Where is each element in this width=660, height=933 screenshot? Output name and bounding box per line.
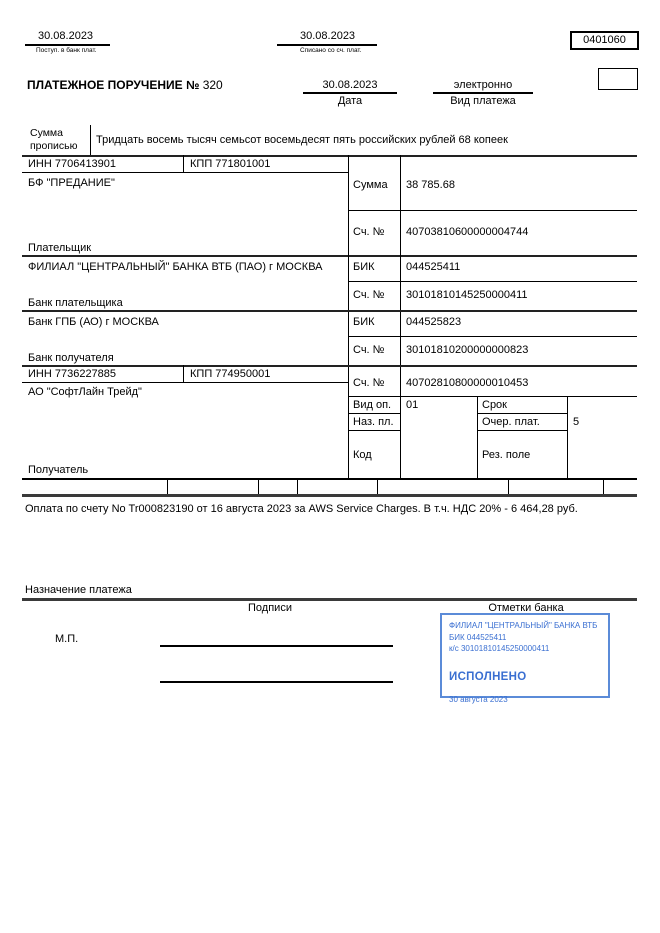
operation-type: 01	[406, 399, 419, 411]
payee-bank-corr-label: Сч. №	[353, 344, 385, 356]
divider-line	[22, 382, 348, 383]
debited-date-label: Списано со сч. плат.	[300, 47, 362, 54]
priority-value: 5	[573, 416, 580, 428]
payment-purpose-label: Назначение платежа	[25, 584, 132, 596]
payment-kind: электронно	[453, 79, 513, 91]
sum-label: Сумма	[353, 179, 388, 191]
payee-bank-label: Банк получателя	[28, 352, 114, 364]
signature-line-2	[160, 681, 393, 683]
payer-bank-bik-label: БИК	[353, 261, 375, 273]
divider-line	[258, 478, 259, 494]
payer-inn: ИНН 7706413901	[28, 158, 117, 170]
document-date-label: Дата	[337, 95, 363, 107]
stamp-bank-name: ФИЛИАЛ "ЦЕНТРАЛЬНЫЙ" БАНКА ВТБ	[449, 621, 598, 630]
document-date: 30.08.2023	[322, 79, 378, 91]
payer-kpp: КПП 771801001	[190, 158, 271, 170]
divider-line	[400, 155, 401, 478]
divider-line	[348, 336, 637, 337]
section-border	[22, 155, 637, 157]
payee-label: Получатель	[28, 464, 89, 476]
heavy-border	[22, 598, 637, 601]
payee-bank-bik: 044525823	[406, 316, 462, 328]
payment-kind-label: Вид платежа	[450, 95, 516, 107]
form-code-box	[570, 31, 639, 50]
section-border	[22, 255, 637, 257]
divider-line	[297, 478, 298, 494]
payer-bank-name: ФИЛИАЛ "ЦЕНТРАЛЬНЫЙ" БАНКА ВТБ (ПАО) г МОСКВА	[28, 261, 323, 273]
divider-line	[348, 396, 637, 397]
divider-line	[90, 125, 91, 155]
payer-label: Плательщик	[28, 242, 92, 254]
amount-in-words-label: Сумма прописью	[30, 127, 78, 152]
document-number: 320	[202, 78, 223, 92]
payment-kind-underline	[433, 92, 533, 94]
payee-bank-corr: 30101810200000000823	[406, 344, 529, 356]
divider-line	[183, 155, 184, 172]
stamp-bik: БИК 044525411	[449, 632, 507, 642]
priority-label: Очер. плат.	[482, 416, 540, 428]
payer-account: 40703810600000004744	[406, 226, 529, 238]
payment-purpose-text: Оплата по счету No Tr000823190 от 16 августа 2023 за AWS Service Charges. В т.ч. НДС 20% - 6 464,28 руб.	[25, 503, 578, 515]
purpose-code-label: Наз. пл.	[353, 416, 394, 428]
received-date-label: Поступ. в банк плат.	[36, 47, 97, 54]
payer-account-label: Сч. №	[353, 226, 385, 238]
divider-line	[377, 478, 378, 494]
payee-bank-bik-label: БИК	[353, 316, 375, 328]
header-empty-box	[598, 68, 638, 90]
payee-account: 40702810800000010453	[406, 377, 529, 389]
divider-line	[508, 478, 509, 494]
document-title	[27, 79, 223, 93]
divider-line	[348, 210, 637, 211]
term-label: Срок	[482, 399, 507, 411]
operation-type-label: Вид оп.	[353, 399, 392, 411]
divider-line	[603, 478, 604, 494]
divider-line	[183, 365, 184, 382]
debited-date-underline	[277, 44, 377, 46]
sum-value: 38 785.68	[406, 179, 455, 191]
bank-marks-label: Отметки банка	[488, 602, 564, 614]
stamp-status: ИСПОЛНЕНО	[449, 670, 527, 683]
payee-inn: ИНН 7736227885	[28, 368, 117, 380]
payee-kpp: КПП 774950001	[190, 368, 271, 380]
payee-account-label: Сч. №	[353, 377, 385, 389]
debited-date: 30.08.2023	[300, 30, 356, 42]
divider-line	[567, 396, 568, 478]
document-date-underline	[303, 92, 397, 94]
divider-line	[477, 430, 567, 431]
heavy-border	[22, 494, 637, 497]
signature-line-1	[160, 645, 393, 647]
payee-bank-name: Банк ГПБ (АО) г МОСКВА	[28, 316, 159, 328]
divider-line	[348, 430, 400, 431]
divider-line	[167, 478, 168, 494]
section-border	[22, 478, 637, 480]
signatures-label: Подписи	[248, 602, 292, 614]
payer-bank-corr-label: Сч. №	[353, 289, 385, 301]
bank-stamp	[440, 613, 610, 705]
payee-name: АО "СофтЛайн Трейд"	[28, 386, 142, 398]
form-code: 0401060	[583, 34, 626, 46]
section-border	[22, 310, 637, 312]
stamp-date: 30 августа 2023	[449, 695, 508, 705]
divider-line	[348, 281, 637, 282]
payer-bank-corr: 30101810145250000411	[406, 289, 528, 301]
section-border	[22, 365, 637, 367]
divider-line	[477, 396, 478, 478]
divider-line	[22, 172, 348, 173]
stamp-corr-account: к/с 30101810145250000411	[449, 644, 550, 654]
payer-bank-label: Банк плательщика	[28, 297, 123, 309]
payer-name: БФ "ПРЕДАНИЕ"	[28, 177, 115, 189]
divider-line	[348, 413, 400, 414]
reserve-field-label: Рез. поле	[482, 449, 531, 461]
amount-in-words: Тридцать восемь тысяч семьсот восемьдесят пять российских рублей 68 копеек	[96, 134, 508, 146]
received-date: 30.08.2023	[38, 30, 94, 42]
title-text: ПЛАТЕЖНОЕ ПОРУЧЕНИЕ №	[27, 78, 200, 92]
payer-bank-bik: 044525411	[406, 261, 461, 273]
divider-line	[477, 413, 567, 414]
stamp-place-label: М.П.	[55, 633, 79, 645]
code-label: Код	[353, 449, 372, 461]
received-date-underline	[25, 44, 110, 46]
